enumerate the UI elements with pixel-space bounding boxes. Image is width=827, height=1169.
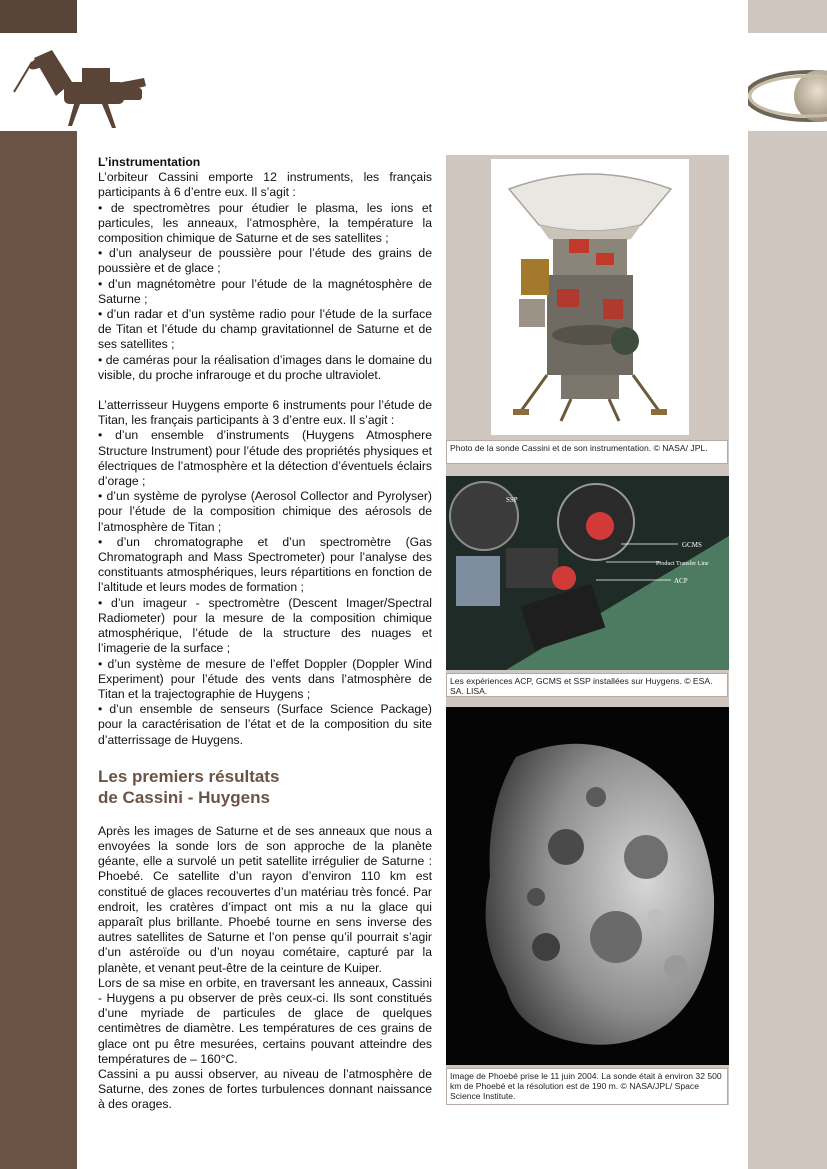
orbiter-intro: L’orbiteur Cassini emporte 12 instruments, les français participants à 6 d’entre eux. Il s’agit :	[98, 170, 432, 200]
orbiter-item: • de caméras pour la réalisation d’images dans le domaine du visible, du proche infrarouge et du proche ultraviolet.	[98, 352, 432, 382]
saturn-icon	[748, 66, 827, 130]
phoebe-photo	[446, 707, 729, 1065]
lander-item: • d’un système de pyrolyse (Aerosol Collector and Pyrolyser) pour l’étude de la composition chimique des aérosols de l’atmosphère de Titan ;	[98, 489, 432, 534]
spacecraft-icon	[12, 44, 152, 132]
left-margin-band	[0, 0, 77, 1169]
label-ssp: SSP	[506, 496, 518, 504]
cassini-photo-caption: Photo de la sonde Cassini et de son instrumentation. © NASA/ JPL.	[446, 440, 728, 464]
right-margin-band	[748, 0, 827, 1169]
lander-item: • d’un chromatographe et d’un spectromètre (Gas Chromatograph and Mass Spectrometer) pour l’analyse des constituants atmosphériques, leurs répartitions en fonction de l’altitude et leurs modes de formation ;	[98, 534, 432, 595]
phoebe-caption: Image de Phoebé prise le 11 juin 2004. La sonde était à environ 32 500 km de Phoebé et la résolution est de 190 m. © NASA/JPL/ Space Science Institute.	[446, 1068, 728, 1105]
results-title-line2: de Cassini - Huygens	[98, 787, 270, 807]
label-gcms: GCMS	[682, 541, 702, 549]
label-acp: ACP	[674, 577, 688, 585]
orbiter-item: • d’un radar et d’un système radio pour l’étude de la surface de Titan et l’étude du champ gravitationnel de Saturne et de ses satellites ;	[98, 307, 432, 352]
cassini-photo	[491, 159, 689, 435]
lander-item: • d’un système de mesure de l’effet Doppler (Doppler Wind Experiment) pour l’étude des vents dans l’atmosphère de Titan et la trajectographie de Huygens ;	[98, 656, 432, 701]
instrumentation-heading: L’instrumentation	[98, 155, 201, 169]
huygens-experiments-caption: Les expériences ACP, GCMS et SSP installées sur Huygens. © ESA. SA. LISA.	[446, 673, 728, 697]
cassini-probe-illustration	[491, 159, 689, 435]
results-title	[98, 766, 432, 808]
phoebe-illustration	[446, 707, 729, 1065]
left-top-block	[0, 0, 77, 33]
label-product-transfer-line: Product Transfer Line	[656, 561, 709, 567]
orbiter-item: • d’un magnétomètre pour l’étude de la magnétosphère de Saturne ;	[98, 276, 432, 306]
results-paragraph: Cassini a pu aussi observer, au niveau de l’atmosphère de Saturne, des zones de fortes turbulences donnant naissance à des orages.	[98, 1066, 432, 1112]
main-text-column	[98, 155, 432, 1113]
results-title-line1: Les premiers résultats	[98, 766, 280, 786]
lander-item: • d’un ensemble d’instruments (Huygens Atmosphere Structure Instrument) pour l’étude des propriétés physiques et électriques de l’atmosphère et la détection d’éventuels éclairs d’orage ;	[98, 428, 432, 489]
lander-item: • d’un imageur - spectromètre (Descent Imager/Spectral Radiometer) pour la mesure de la composition chimique atmosphérique, l’étude de la structure des nuages et l’imagerie de la surface ;	[98, 595, 432, 656]
results-paragraph: Après les images de Saturne et de ses anneaux que nous a envoyées la sonde lors de son approche de la planète géante, elle a survolé un petit satellite irrégulier de Saturne : Phoebé. Ce satellite d’un rayon d’environ 110 km est constitué de glaces recouvertes d’un matériau très foncé. Par endroit, les cratères d’impact ont mis a nu la glace qui apparaît plus brillante. Phoebé tourne en sens inverse des autres satellites de Saturne et l’on pense qu’il pourrait s’agir d’un astéroïde ou d’un noyau cométaire, capturé par la planète, et venant peut-être de la ceinture de Kuiper.	[98, 823, 432, 975]
huygens-experiments-photo	[446, 476, 729, 670]
lander-item: • d’un ensemble de senseurs (Surface Science Package) pour la caractérisation de l’état et de la composition du site d’atterrissage de Huygens.	[98, 702, 432, 747]
orbiter-item: • de spectromètres pour étudier le plasma, les ions et particules, les anneaux, l’atmosphère, la température la composition chimique de Saturne et de ses satellites ;	[98, 200, 432, 246]
orbiter-item: • d’un analyseur de poussière pour l’étude des grains de poussière et de glace ;	[98, 246, 432, 276]
huygens-experiments-illustration	[446, 476, 729, 670]
lander-intro: L’atterrisseur Huygens emporte 6 instruments pour l’étude de Titan, les français participants à 3 d’entre eux. Il s’agit :	[98, 398, 432, 428]
results-paragraph: Lors de sa mise en orbite, en traversant les anneaux, Cassini - Huygens a pu observer de près ceux-ci. Ils sont constitués d’une myriade de particules de glace de quelques centimètres de diamètre. Les températures de ces grains de glace ont pu être mesurées, certains pouvant atteindre des températures de – 160°C.	[98, 975, 432, 1066]
